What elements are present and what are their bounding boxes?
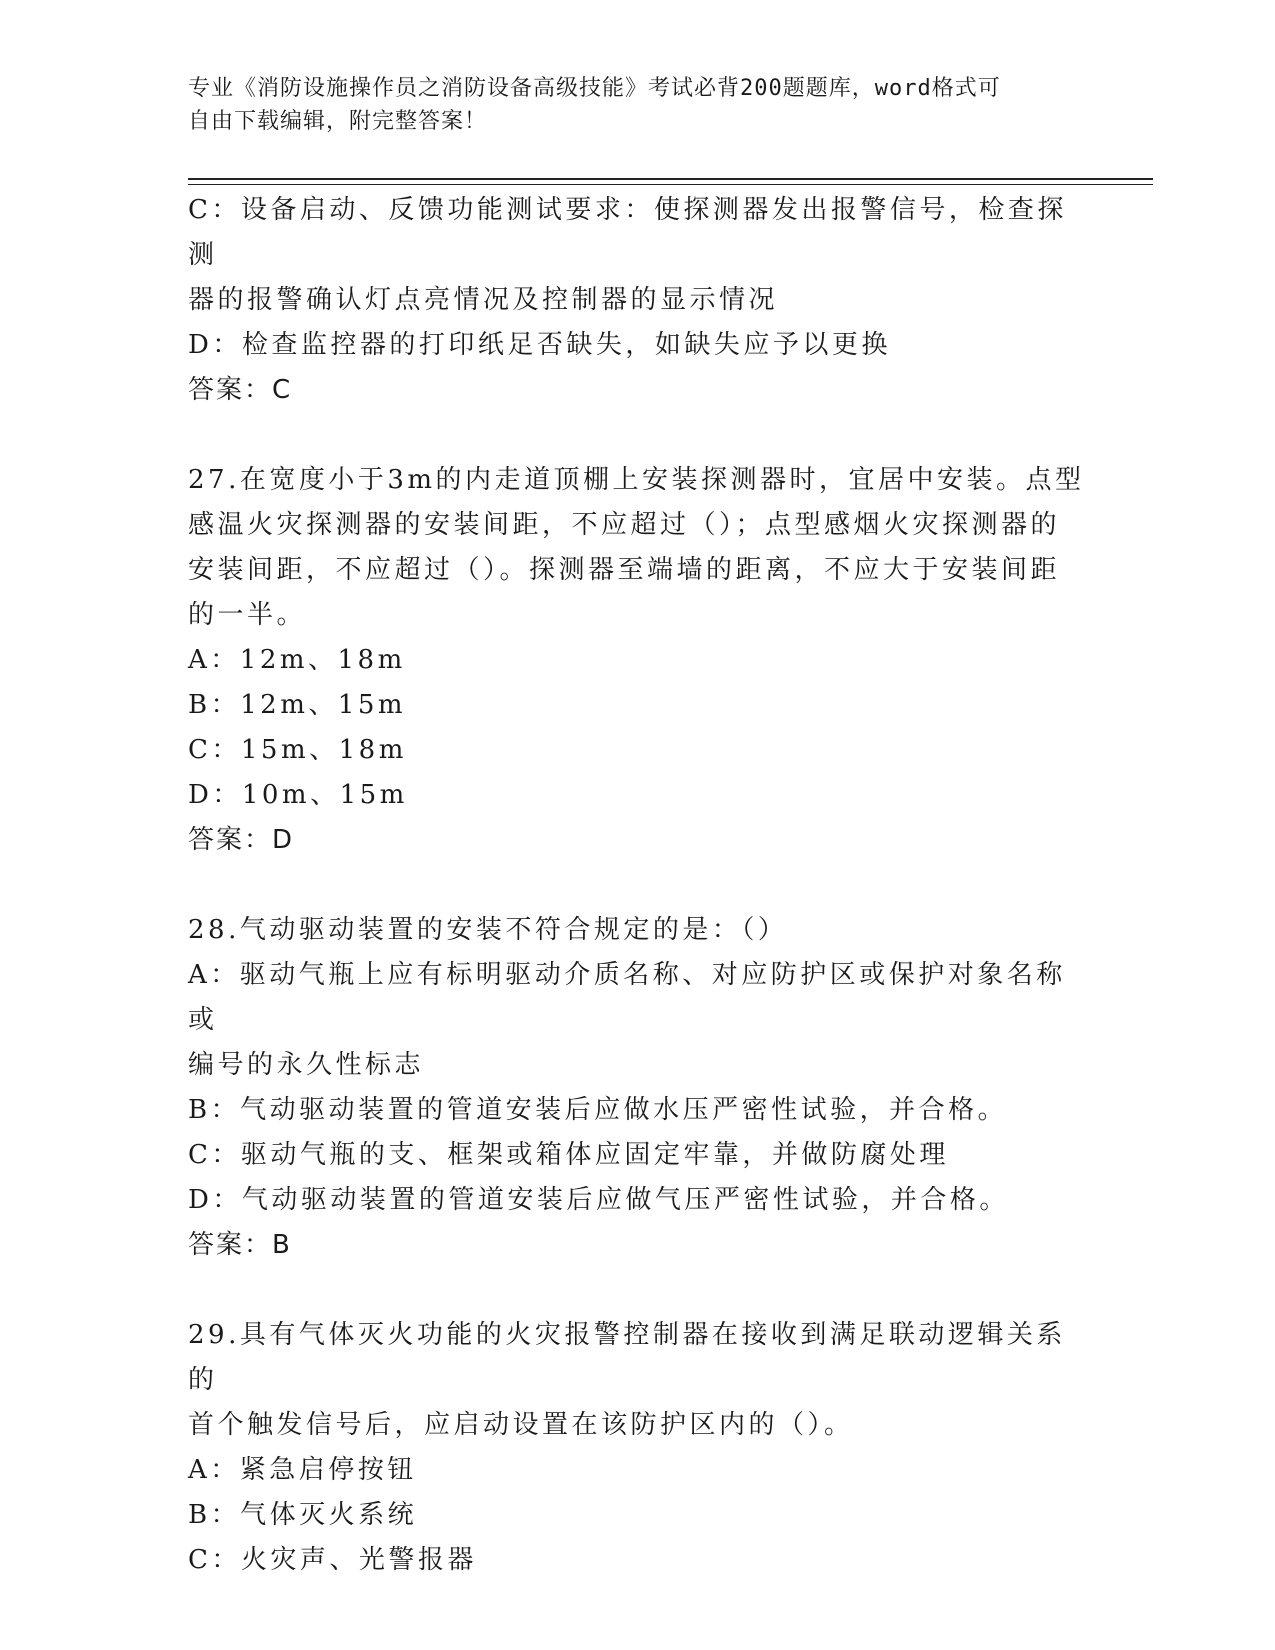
spacer (188, 413, 1088, 458)
answer: 答案：D (188, 825, 295, 855)
spacer (188, 1268, 1088, 1313)
option-d: D：检查监控器的打印纸足否缺失，如缺失应予以更换 (188, 330, 891, 360)
question-26-tail (188, 188, 1088, 413)
question-stem-line-2: 首个触发信号后，应启动设置在该防护区内的（）。 (188, 1410, 854, 1440)
question-stem-line-1: 29.具有气体灭火功能的火灾报警控制器在接收到满足联动逻辑关系的 (188, 1320, 1066, 1395)
header-rule-thin (188, 184, 1153, 185)
option-c: C：火灾声、光警报器 (188, 1545, 477, 1575)
option-a: A：紧急启停按钮 (188, 1455, 417, 1485)
document-header (188, 72, 1068, 138)
option-a: A：12m、18m (188, 645, 406, 675)
question-stem-line-1: 27.在宽度小于3m的内走道顶棚上安装探测器时，宜居中安装。点型 (188, 465, 1085, 495)
question-29 (188, 1313, 1088, 1583)
option-c: C：15m、18m (188, 735, 407, 765)
answer: 答案：B (188, 1230, 292, 1260)
option-a-line-2: 编号的永久性标志 (188, 1050, 425, 1080)
option-c-line-2: 器的报警确认灯点亮情况及控制器的显示情况 (188, 285, 779, 315)
header-rule-thick (188, 178, 1153, 180)
option-d: D：气动驱动装置的管道安装后应做气压严密性试验，并合格。 (188, 1185, 1009, 1215)
option-b: B：气动驱动装置的管道安装后应做水压严密性试验，并合格。 (188, 1095, 1008, 1125)
header-line-2: 自由下载编辑，附完整答案！ (188, 109, 488, 134)
option-d: D：10m、15m (188, 780, 408, 810)
answer: 答案：C (188, 375, 293, 405)
question-stem-line-3: 安装间距，不应超过（）。探测器至端墙的距离，不应大于安装间距 (188, 555, 1061, 585)
question-27 (188, 458, 1088, 863)
option-c-line-1: C：设备启动、反馈功能测试要求：使探测器发出报警信号，检查探测 (188, 195, 1067, 270)
question-28 (188, 908, 1088, 1268)
option-c: C：驱动气瓶的支、框架或箱体应固定牢靠，并做防腐处理 (188, 1140, 949, 1170)
spacer (188, 863, 1088, 908)
question-stem-line-2: 感温火灾探测器的安装间距，不应超过（）；点型感烟火灾探测器的 (188, 510, 1061, 540)
option-b: B：12m、15m (188, 690, 407, 720)
header-line-1: 专业《消防设施操作员之消防设备高级技能》考试必背200题题库，word格式可 (188, 76, 1001, 101)
option-a-line-1: A：驱动气瓶上应有标明驱动介质名称、对应防护区或保护对象名称或 (188, 960, 1066, 1035)
question-stem-line-1: 28.气动驱动装置的安装不符合规定的是：（） (188, 915, 788, 945)
option-b: B：气体灭火系统 (188, 1500, 418, 1530)
question-stem-line-4: 的一半。 (188, 600, 307, 630)
question-content (188, 188, 1088, 1583)
